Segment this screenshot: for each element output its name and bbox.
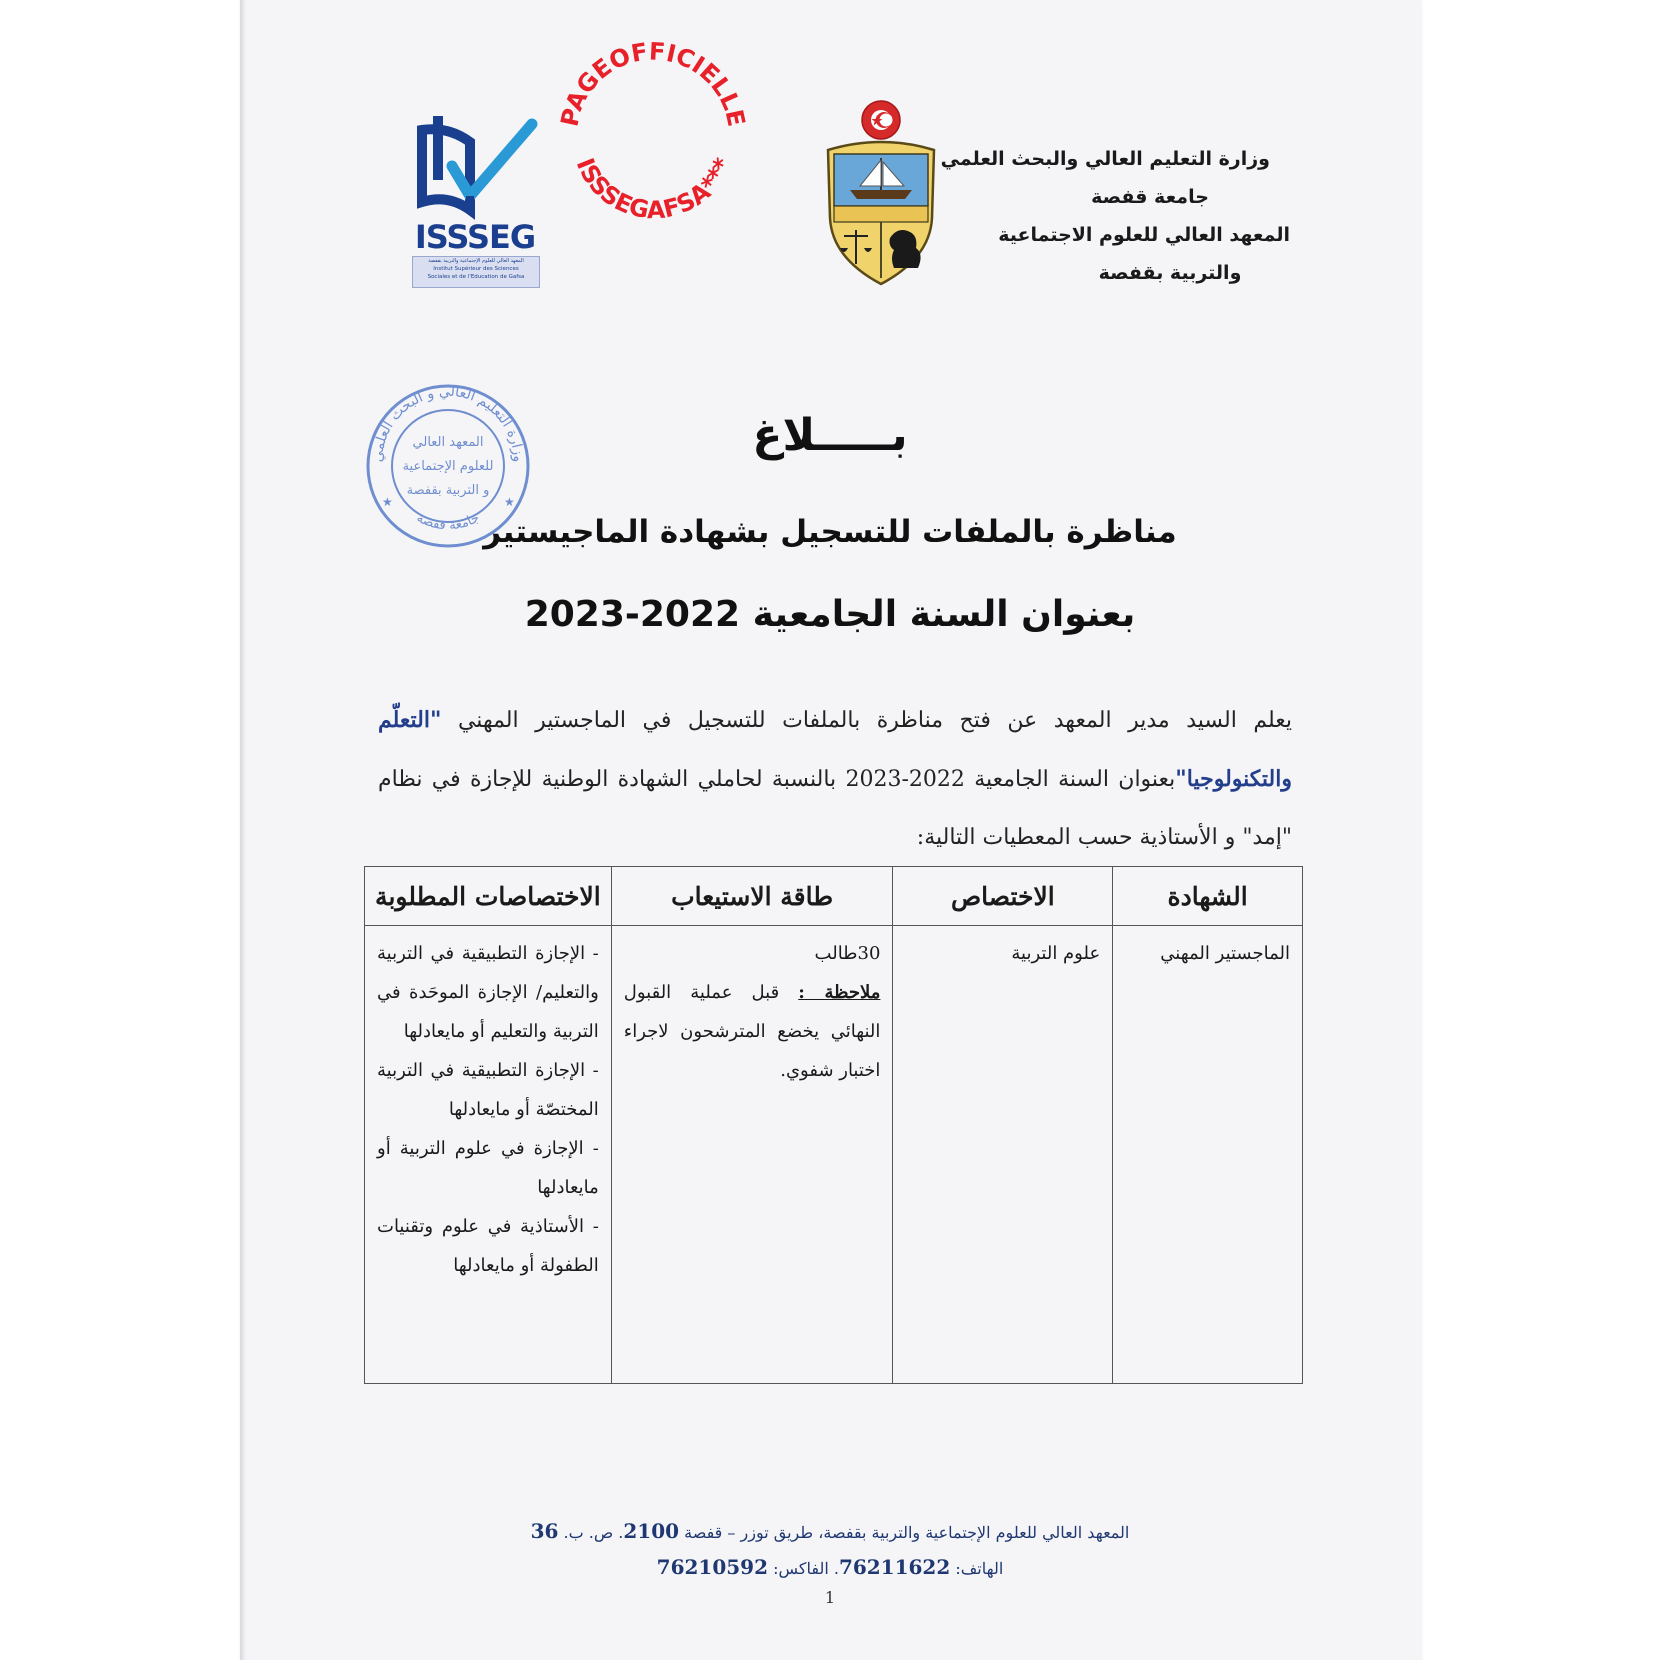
- logo-acronym: ISSSEG: [414, 218, 536, 256]
- header-institute-line1: المعهد العالي للعلوم الاجتماعية: [998, 224, 1290, 246]
- table-row: [365, 926, 1303, 1384]
- stamp-outer-text: وزارة التعليم العالي و البحث العلمي: [369, 383, 527, 463]
- header-required: الاختصاصات المطلوبة: [365, 867, 612, 926]
- issseg-logo: [404, 110, 544, 286]
- stamp-star-right: ★: [504, 495, 515, 509]
- note-text: قبل عملية القبول النهائي يخضع المترشحون لاجراء اختبار شفوي.: [623, 982, 881, 1081]
- required-item: - الإجازة التطبيقية في التربية المختصّة أو مايعادلها: [377, 1060, 599, 1120]
- note-label: ملاحظة :: [798, 982, 881, 1003]
- header-ministry: وزارة التعليم العالي والبحث العلمي: [940, 148, 1270, 170]
- required-item: - الإجازة في علوم التربية أو مايعادلها: [377, 1138, 599, 1198]
- footer-phone-label: الهاتف:: [950, 1559, 1004, 1578]
- page-edge-shadow: [240, 0, 246, 1660]
- capacity-note: [624, 973, 881, 1090]
- footer-postal-code: 2100: [623, 1519, 680, 1543]
- cell-specialty: علوم التربية: [893, 926, 1113, 1384]
- open-book-check-icon: [408, 110, 538, 222]
- footer-po-box: 36: [530, 1519, 559, 1543]
- header-institute-line2: والتربية بقفصة: [1098, 262, 1242, 284]
- watermark-top-text: PAGEOFFICIELLE: [555, 37, 751, 129]
- stamp-star-left: ★: [382, 495, 393, 509]
- logo-caption-fr-1: Institut Supérieur des Sciences: [433, 266, 519, 272]
- stamp-inner-line3: و التربية بقفصة: [406, 483, 490, 498]
- footer-address-text: المعهد العالي للعلوم الإجتماعية والتربية بقفصة، طريق توزر – قفصة: [679, 1523, 1130, 1542]
- notice-paragraph: [378, 691, 1292, 867]
- stamp-inner-line2: للعلوم الإجتماعية: [402, 459, 494, 474]
- requirements-table: [364, 866, 1303, 1384]
- footer-contacts: [0, 1555, 1660, 1579]
- cell-capacity: [611, 926, 893, 1384]
- footer-address: [0, 1519, 1660, 1543]
- footer-phone: 76211622: [838, 1555, 951, 1579]
- logo-caption-box: [412, 256, 540, 288]
- required-item: - الإجازة التطبيقية في التربية والتعليم/ الإجازة الموحَدة في التربية والتعليم أو مايعادلها: [377, 943, 599, 1042]
- coat-of-arms-emblem: [820, 98, 942, 288]
- table-header-row: [365, 867, 1303, 926]
- required-item: - الأستاذية في علوم وتقنيات الطفولة أو مايعادلها: [377, 1216, 599, 1276]
- cell-required: [365, 926, 612, 1384]
- stamp-bottom-text: جامعة قفصة: [413, 510, 483, 534]
- footer-po-box-label: . ص. ب.: [558, 1523, 624, 1542]
- footer-fax: 76210592: [656, 1555, 768, 1579]
- logo-caption-fr-2: Sociales et de l'Education de Gafsa: [427, 274, 525, 280]
- paragraph-part2: بعنوان السنة الجامعية 2022-2023 بالنسبة لحاملي الشهادة الوطنية للإجازة في نظام "إمد" و الأستاذية حسب المعطيات التالية:: [378, 767, 1292, 850]
- page-number: 1: [824, 1588, 836, 1607]
- paragraph-program-name: "التعلّم والتكنولوجيا": [378, 707, 1292, 792]
- watermark-bottom-text: ISSSEGAFSA***: [570, 153, 738, 225]
- header-specialty: الاختصاص: [893, 867, 1113, 926]
- header-capacity: طاقة الاستيعاب: [611, 867, 893, 926]
- footer-fax-label: . الفاكس:: [767, 1559, 839, 1578]
- notice-year-line: بعنوان السنة الجامعية 2022-2023: [524, 594, 1136, 635]
- notice-heading: بـــــلاغ: [752, 410, 908, 461]
- notice-subtitle: مناظرة بالملفات للتسجيل بشهادة الماجيستير: [483, 514, 1177, 550]
- header-degree: الشهادة: [1113, 867, 1303, 926]
- logo-caption-ar: المعهد العالي للعلوم الإجتماعية والتربية بقفصة: [428, 258, 524, 264]
- paragraph-part1: يعلم السيد مدير المعهد عن فتح مناظرة بالملفات للتسجيل في الماجستير المهني: [441, 708, 1292, 733]
- cell-degree: الماجستير المهني: [1113, 926, 1303, 1384]
- watermark-stamp: [548, 28, 758, 238]
- capacity-value: 30طالب: [814, 943, 881, 964]
- stamp-inner-line1: المعهد العالي: [412, 435, 484, 450]
- header-university: جامعة قفصة: [1091, 186, 1209, 208]
